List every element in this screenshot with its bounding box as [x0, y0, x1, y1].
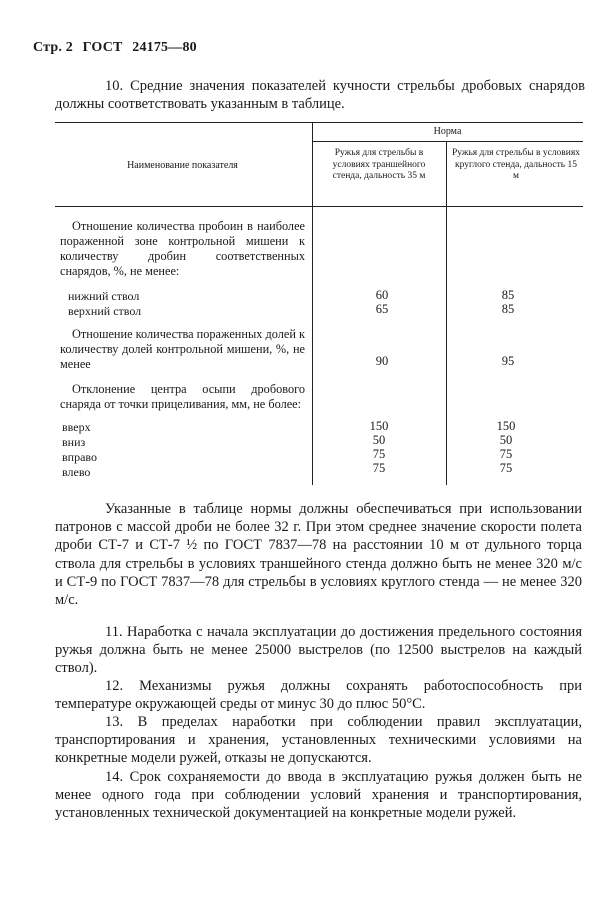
paragraph-14: 14. Срок сохраняемости до ввода в эксплуатацию ружья должен быть не менее одного года при соблюдении условий хранения и транспортирования, установленных технической документацией на конкретные модели ружей. [55, 769, 582, 822]
value-round: 75 [499, 461, 513, 475]
value-round: 85 [501, 302, 515, 316]
page-label: Стр. 2 [33, 40, 73, 55]
col-trench-header: Ружья для стрельбы в условиях траншейного стенда, дальность 35 м [332, 148, 426, 181]
standard-label: ГОСТ [82, 40, 123, 55]
page-header [33, 40, 203, 56]
paragraph-13: 13. В пределах наработки при соблюдении правил эксплуатации, транспортирования и хранения, установленных техническими условиями на конкретные модели ружей, отказы не допускаются. [55, 714, 582, 767]
value-round: 75 [499, 447, 513, 461]
col-name-header: Наименование показателя [127, 160, 238, 171]
norm-header-rule [312, 141, 583, 142]
col-round-header: Ружья для стрельбы в условиях круглого стенда, дальность 15 м [452, 148, 580, 181]
value-trench: 50 [372, 433, 386, 447]
value-trench: 90 [375, 354, 389, 368]
header-bottom-rule [55, 206, 583, 207]
group-label-shares-ratio: Отношение количества пораженных долей к количеству долей контрольной мишени, %, не менее [60, 327, 305, 371]
col-divider-2 [446, 141, 447, 485]
row-name: верхний ствол [68, 304, 142, 318]
row-name: влево [62, 465, 91, 479]
value-trench: 65 [375, 302, 389, 316]
value-round: 95 [501, 354, 515, 368]
row-name: вниз [62, 435, 86, 449]
row-name: нижний ствол [68, 289, 140, 303]
value-trench: 150 [369, 419, 389, 433]
paragraph-norms: Указанные в таблице нормы должны обеспечиваться при использовании патронов с массой дроби не более 32 г. При этом среднее значение скорости полета дроби СТ-7 и СТ-7 ½ по ГОСТ 7837—78 на расстоянии 10 м от дульного торца ствола для стрельбы в условиях траншейного стенда должно быть не менее 320 м/с и СТ-9 по ГОСТ 7837—78 для стрельбы в условиях круглого стенда — не менее 320 м/с. [55, 501, 582, 609]
value-trench: 60 [375, 288, 389, 302]
standard-number: 24175—80 [132, 40, 197, 55]
row-name: вправо [62, 450, 97, 464]
paragraph-12: 12. Механизмы ружья должны сохранять работоспособность при температуре окружающей среды от минус 30 до плюс 50°С. [55, 678, 582, 713]
paragraph-11: 11. Наработка с начала эксплуатации до достижения предельного состояния ружья должна быть не менее 25000 выстрелов (по 12500 выстрелов на каждый ствол). [55, 624, 582, 677]
table-top-rule [55, 122, 583, 123]
group-label-deviation: Отклонение центра осыпи дробового снаряда от точки прицеливания, мм, не более: [60, 382, 305, 411]
group-label-hits-ratio: Отношение количества пробоин в наиболее пораженной зоне контрольной мишени к количеству дробин соответственных снарядов, %, не менее: [60, 219, 305, 278]
norm-header: Норма [433, 126, 462, 137]
value-round: 85 [501, 288, 515, 302]
value-trench: 75 [372, 447, 386, 461]
value-round: 50 [499, 433, 513, 447]
row-name: вверх [62, 420, 91, 434]
value-trench: 75 [372, 461, 386, 475]
intro-paragraph: 10. Средние значения показателей кучности стрельбы дробовых снарядов должны соответствовать указанным в таблице. [55, 78, 585, 112]
value-round: 150 [496, 419, 516, 433]
